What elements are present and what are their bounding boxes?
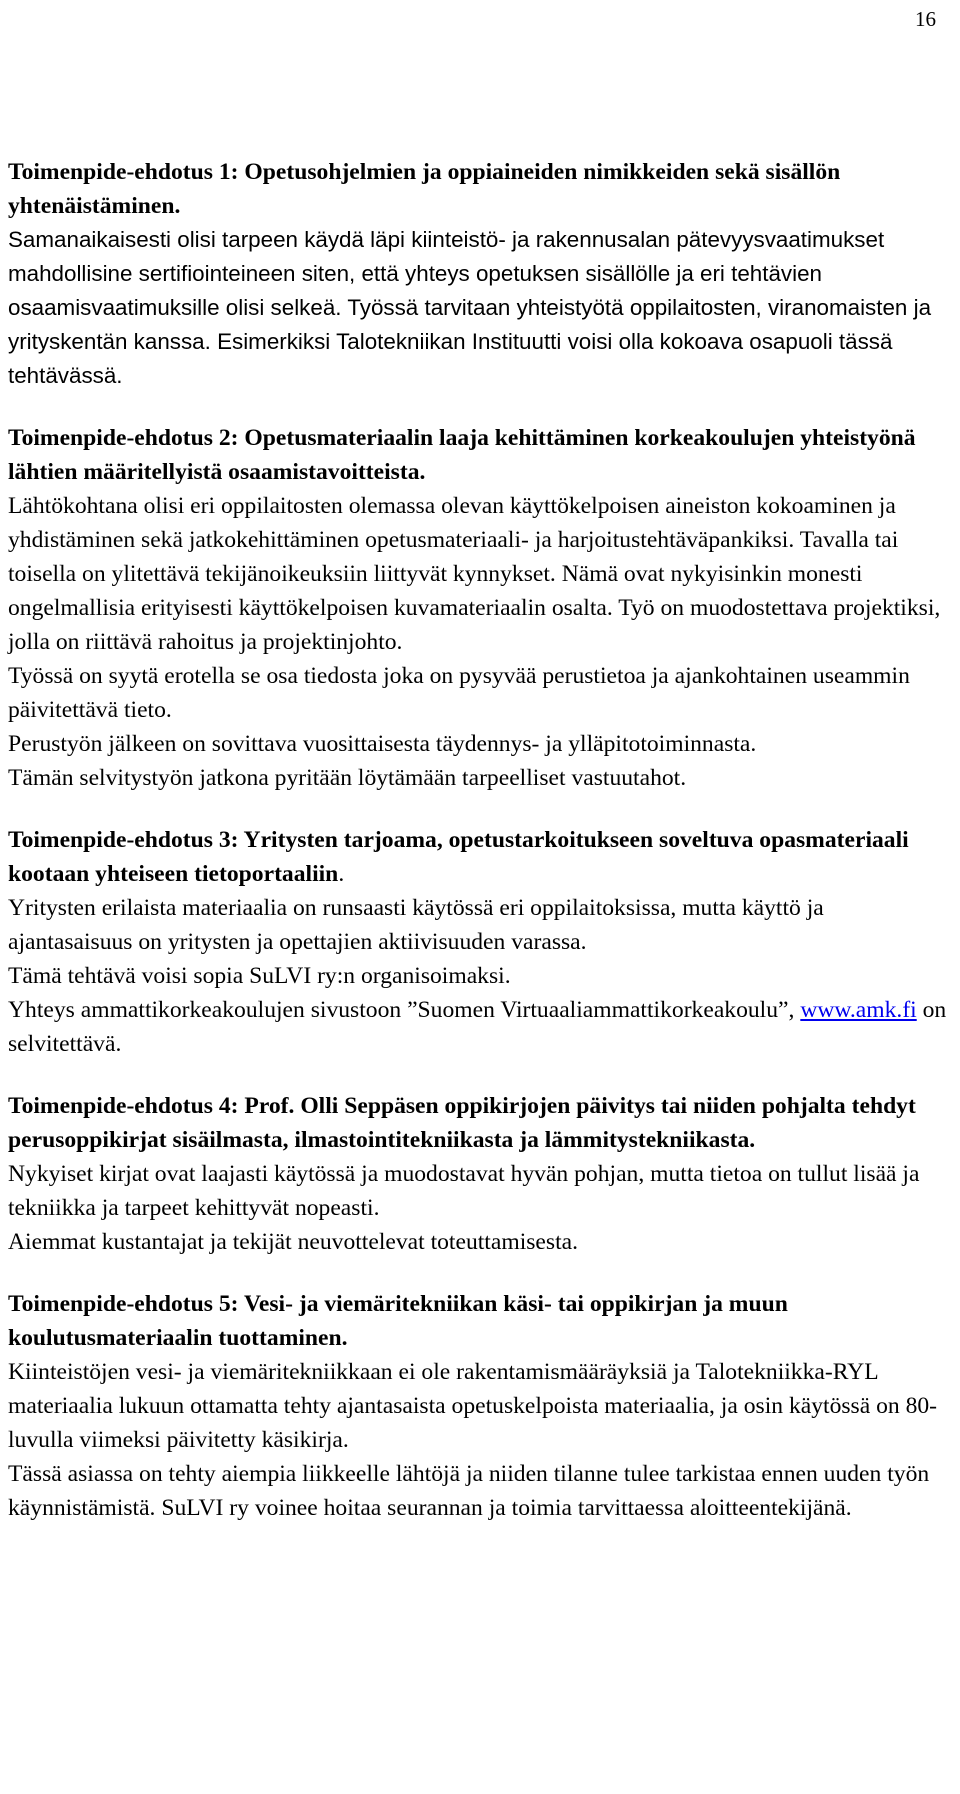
proposal-1-heading: Toimenpide-ehdotus 1: Opetusohjelmien ja oppiaineiden nimikkeiden sekä sisällön yhtenäistäminen. (8, 159, 841, 219)
document-body (8, 155, 953, 1553)
proposal-2-paragraph-1: Lähtökohtana olisi eri oppilaitosten olemassa olevan käyttökelpoisen aineiston kokoaminen ja yhdistäminen sekä jatkokehittäminen opetusmateriaali- ja harjoitustehtäväpankiksi. Tavalla tai toisella on ylitettävä tekijänoikeuksiin liittyvät kynnykset. Nämä ovat nykyisinkin monesti ongelmallisia erityisesti käyttökelpoisen kuvamateriaalin osalta. Työ on muodostettava projektiksi, jolla on riittävä rahoitus ja projektinjohto. (8, 493, 941, 655)
proposal-4-heading: Toimenpide-ehdotus 4: Prof. Olli Seppäsen oppikirjojen päivitys tai niiden pohjalta tehdyt perusoppikirjat sisäilmasta, ilmastointitekniikasta ja lämmitystekniikasta. (8, 1093, 916, 1153)
proposal-1-paragraph: Samanaikaisesti olisi tarpeen käydä läpi kiinteistö- ja rakennusalan pätevyysvaatimukset mahdollisine sertifiointeineen siten, että yhteys opetuksen sisällölle ja eri tehtävien osaamisvaatimuksille olisi selkeä. Työssä tarvitaan yhteistyötä oppilaitosten, viranomaisten ja yrityskentän kanssa. Esimerkiksi Talotekniikan Instituutti voisi olla kokoava osapuoli tässä tehtävässä. (8, 227, 932, 388)
proposal-4-section (8, 1089, 953, 1259)
proposal-5-section (8, 1287, 953, 1525)
proposal-3-link-paragraph (8, 993, 953, 1061)
proposal-5-heading: Toimenpide-ehdotus 5: Vesi- ja viemäritekniikan käsi- tai oppikirjan ja muun koulutusmateriaalin tuottaminen. (8, 1291, 788, 1351)
page-number: 16 (915, 7, 936, 31)
proposal-3-paragraph-2: Tämä tehtävä voisi sopia SuLVI ry:n organisoimaksi. (8, 963, 511, 989)
proposal-2-heading: Toimenpide-ehdotus 2: Opetusmateriaalin laaja kehittäminen korkeakoulujen yhteistyönä lähtien määritellyistä osaamistavoitteista. (8, 425, 916, 485)
proposal-2-paragraph-2: Työssä on syytä erotella se osa tiedosta joka on pysyvää perustietoa ja ajankohtainen useammin päivitettävä tieto. (8, 663, 910, 723)
proposal-3-section (8, 823, 953, 1061)
proposal-3-heading-text: Toimenpide-ehdotus 3: Yritysten tarjoama, opetustarkoitukseen soveltuva opasmateriaali kootaan yhteiseen tietoportaaliin (8, 827, 909, 887)
proposal-4-paragraph-2: Aiemmat kustantajat ja tekijät neuvottelevat toteuttamisesta. (8, 1229, 579, 1255)
link-paragraph-after: on selvitettävä. (8, 997, 947, 1057)
proposal-3-heading-period: . (338, 861, 345, 887)
proposal-5-paragraph-2: Tässä asiassa on tehty aiempia liikkeelle lähtöjä ja niiden tilanne tulee tarkistaa ennen uuden työn käynnistämistä. SuLVI ry voinee hoitaa seurannan ja toimia tarvittaessa aloitteentekijänä. (8, 1461, 930, 1521)
proposal-2-paragraph-4: Tämän selvitystyön jatkona pyritään löytämään tarpeelliset vastuutahot. (8, 765, 687, 791)
link-paragraph-before: Yhteys ammattikorkeakoulujen sivustoon ”Suomen Virtuaaliammattikorkeakoulu”, (8, 997, 801, 1023)
amk-link[interactable]: www.amk.fi (800, 997, 917, 1023)
proposal-2-section (8, 421, 953, 795)
proposal-3-paragraph-1: Yritysten erilaista materiaalia on runsaasti käytössä eri oppilaitoksissa, mutta käyttö ja ajantasaisuus on yritysten ja opettajien aktiivisuuden varassa. (8, 895, 824, 955)
proposal-2-paragraph-3: Perustyön jälkeen on sovittava vuosittaisesta täydennys- ja ylläpitotoiminnasta. (8, 731, 757, 757)
proposal-3-heading (8, 823, 953, 891)
proposal-4-paragraph-1: Nykyiset kirjat ovat laajasti käytössä ja muodostavat hyvän pohjan, mutta tietoa on tullut lisää ja tekniikka ja tarpeet kehittyvät nopeasti. (8, 1161, 920, 1221)
proposal-5-paragraph-1: Kiinteistöjen vesi- ja viemäritekniikkaan ei ole rakentamismääräyksiä ja Talotekniikka-RYL materiaalia lukuun ottamatta tehty ajantasaista opetuskelpoista materiaalia, ja osin käytössä on 80-luvulla viimeksi päivitetty käsikirja. (8, 1359, 938, 1453)
proposal-1-section (8, 155, 953, 393)
